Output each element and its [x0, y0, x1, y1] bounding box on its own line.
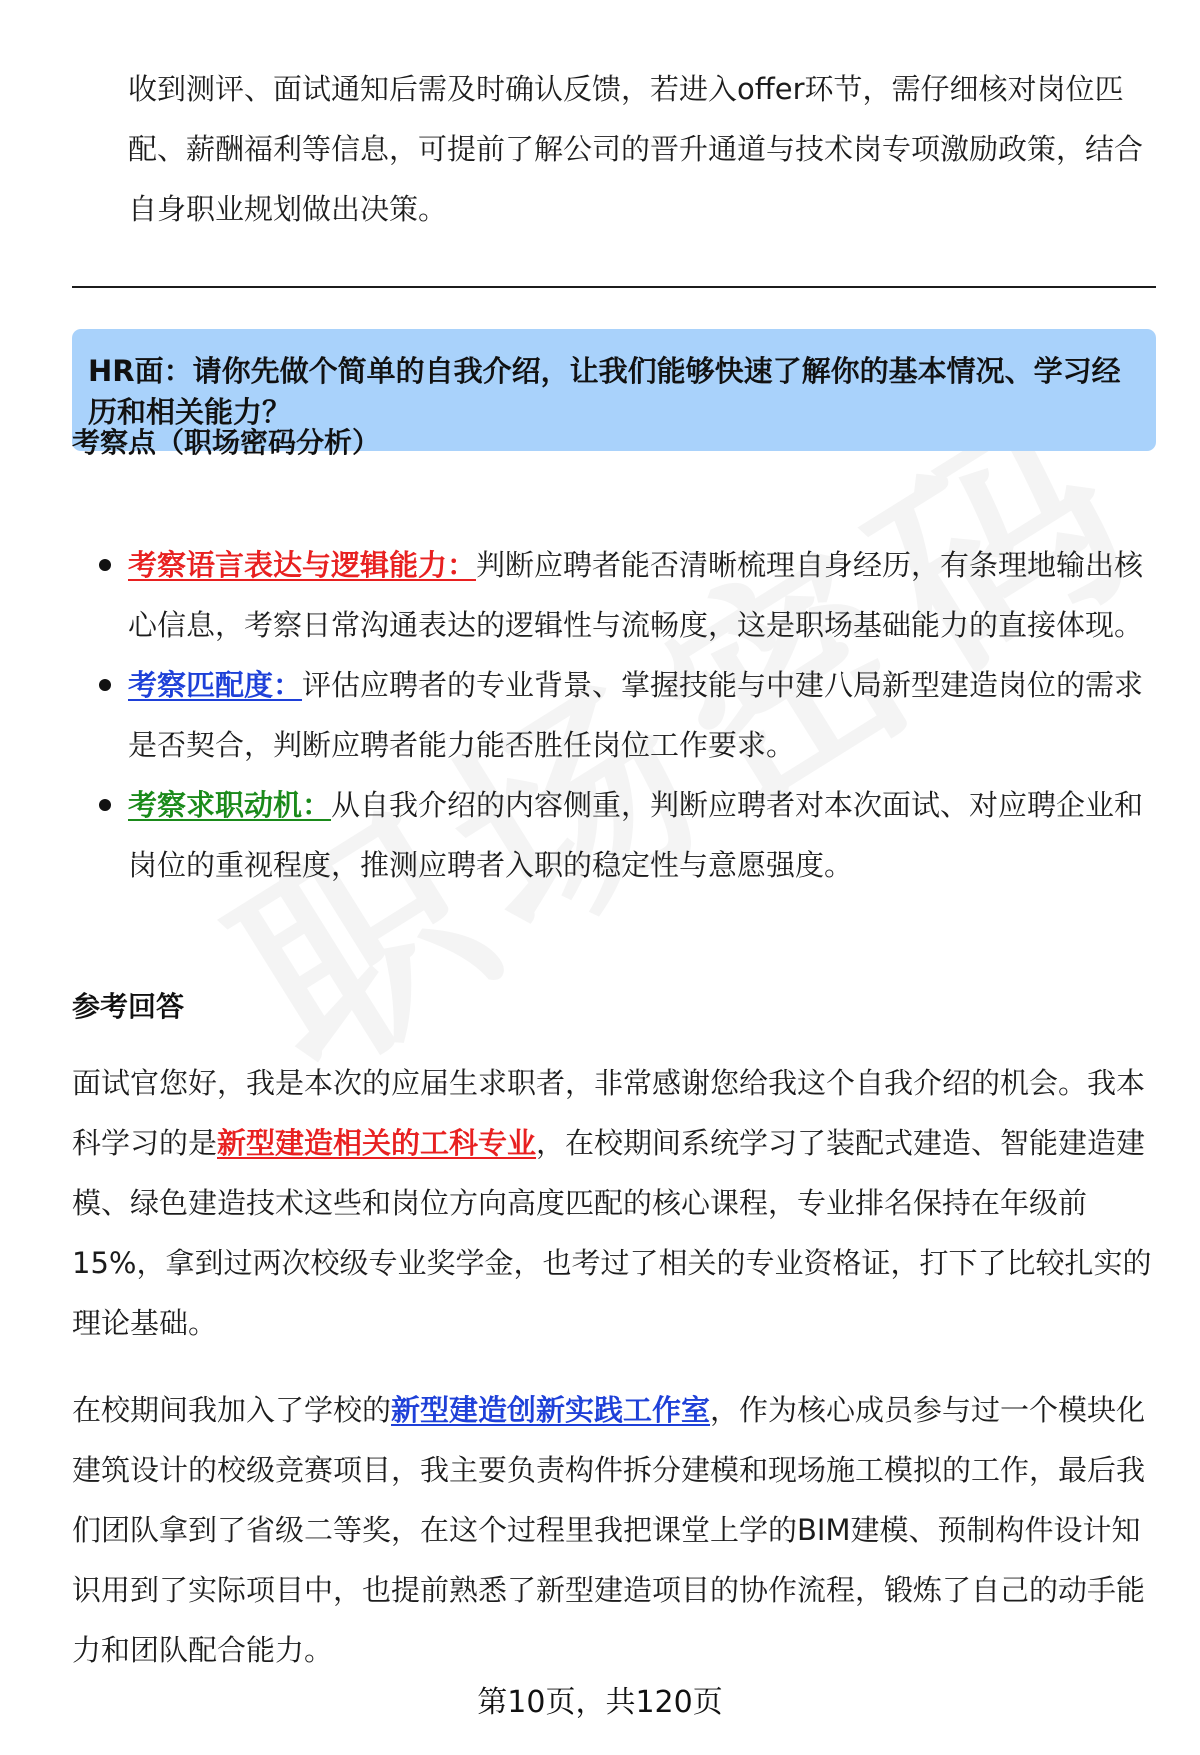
- paragraph-text: ，作为核心成员参与过一个模块化建筑设计的校级竞赛项目，我主要负责构件拆分建模和现场施工模拟的工作，最后我们团队拿到了省级二等奖，在这个过程里我把课堂上学的BIM建模、预制构件设计知识用到了实际项目中，也提前熟悉了新型建造项目的协作流程，锻炼了自己的动手能力和团队配合能力。: [72, 1393, 1146, 1667]
- section-divider: [72, 286, 1156, 288]
- assessment-points-list: [72, 535, 1156, 895]
- point-label: 考察匹配度：: [128, 668, 303, 702]
- point-text: 从自我介绍的内容侧重，判断应聘者对本次面试、对应聘企业和岗位的重视程度，推测应聘者入职的稳定性与意愿强度。: [128, 788, 1144, 882]
- bullet-icon: [99, 799, 111, 811]
- question-text: HR面：请你先做个简单的自我介绍，让我们能够快速了解你的基本情况、学习经历和相关能力？: [88, 354, 1121, 429]
- reference-paragraph-2: [72, 1380, 1156, 1680]
- assessment-point: [72, 535, 1156, 655]
- paragraph-text: 面试官您好，我是本次的应届生求职者，非常感谢您给我这个自我介绍的机会。我本科学习的是: [72, 1066, 1146, 1160]
- bullet-icon: [99, 679, 111, 691]
- paragraph-text: ，在校期间系统学习了装配式建造、智能建造建模、绿色建造技术这些和岗位方向高度匹配的核心课程，专业排名保持在年级前15%，拿到过两次校级专业奖学金，也考过了相关的专业资格证，打下了比较扎实的理论基础。: [72, 1126, 1152, 1340]
- point-label: 考察求职动机：: [128, 788, 332, 822]
- page-footer: 第10页，共120页: [477, 1685, 723, 1720]
- intro-paragraph: 收到测评、面试通知后需及时确认反馈，若进入offer环节，需仔细核对岗位匹配、薪酬福利等信息，可提前了解公司的晋升通道与技术岗专项激励政策，结合自身职业规划做出决策。: [128, 72, 1144, 226]
- assessment-heading: 考察点（职场密码分析）: [72, 426, 381, 459]
- point-text: 评估应聘者的专业背景、掌握技能与中建八局新型建造岗位的需求是否契合，判断应聘者能力能否胜任岗位工作要求。: [128, 668, 1144, 762]
- highlight-studio: 新型建造创新实践工作室: [391, 1393, 711, 1427]
- assessment-point: [72, 655, 1156, 775]
- bullet-icon: [99, 559, 111, 571]
- point-label: 考察语言表达与逻辑能力：: [128, 548, 477, 582]
- point-text: 判断应聘者能否清晰梳理自身经历，有条理地输出核心信息，考察日常沟通表达的逻辑性与流畅度，这是职场基础能力的直接体现。: [128, 548, 1144, 642]
- highlight-major: 新型建造相关的工科专业: [217, 1126, 537, 1160]
- reference-paragraph-1: [72, 1053, 1156, 1353]
- assessment-point: [72, 775, 1156, 895]
- paragraph-text: 在校期间我加入了学校的: [72, 1393, 392, 1427]
- reference-heading: 参考回答: [72, 990, 185, 1023]
